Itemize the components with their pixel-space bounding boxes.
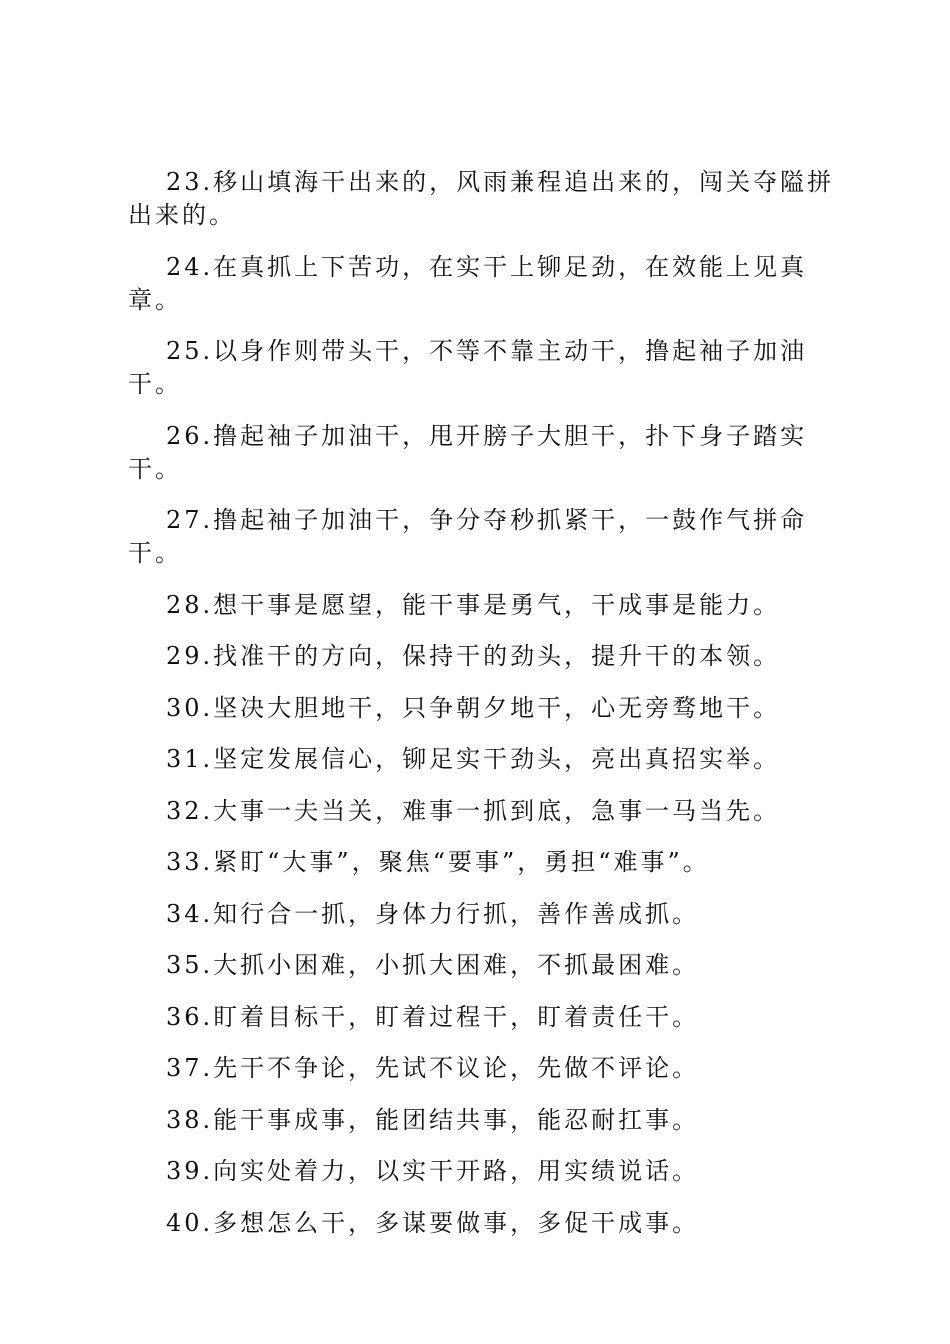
list-item-39: 39.向实处着力，以实干开路，用实绩说话。 (166, 1157, 700, 1185)
list-item-29: 29.找准干的方向，保持干的劲头，提升干的本领。 (166, 642, 781, 670)
list-item-37: 37.先干不争论，先试不议论，先做不评论。 (166, 1054, 700, 1082)
list-item-35: 35.大抓小困难，小抓大困难，不抓最困难。 (166, 951, 700, 979)
list-item-27: 27.撸起袖子加油干，争分夺秒抓紧干，一鼓作气拼命干。 (128, 506, 808, 567)
list-item-25: 25.以身作则带头干，不等不靠主动干，撸起袖子加油干。 (128, 337, 808, 398)
list-item-30: 30.坚决大胆地干，只争朝夕地干，心无旁骛地干。 (166, 693, 781, 722)
document-body (128, 166, 836, 1258)
list-item-24: 24.在真抓上下苦功，在实干上铆足劲，在效能上见真章。 (128, 252, 808, 314)
list-item-40: 40.多想怎么干，多谋要做事，多促干成事。 (166, 1208, 700, 1237)
list-item-23: 23.移山填海干出来的，风雨兼程追出来的，闯关夺隘拼出来的。 (128, 168, 835, 229)
list-item-26: 26.撸起袖子加油干，甩开膀子大胆干，扑下身子踏实干。 (128, 421, 808, 483)
list-item-32: 32.大事一夫当关，难事一抓到底，急事一马当先。 (166, 796, 781, 825)
list-item-28: 28.想干事是愿望，能干事是勇气，干成事是能力。 (166, 590, 781, 619)
list-item-36: 36.盯着目标干，盯着过程干，盯着责任干。 (166, 1002, 700, 1031)
list-item-34: 34.知行合一抓，身体力行抓，善作善成抓。 (166, 899, 700, 928)
list-item-38: 38.能干事成事，能团结共事，能忍耐扛事。 (166, 1105, 700, 1134)
list-item-31: 31.坚定发展信心，铆足实干劲头，亮出真招实举。 (166, 745, 781, 773)
list-item-33: 33.紧盯“大事”，聚焦“要事”，勇担“难事”。 (166, 848, 710, 876)
